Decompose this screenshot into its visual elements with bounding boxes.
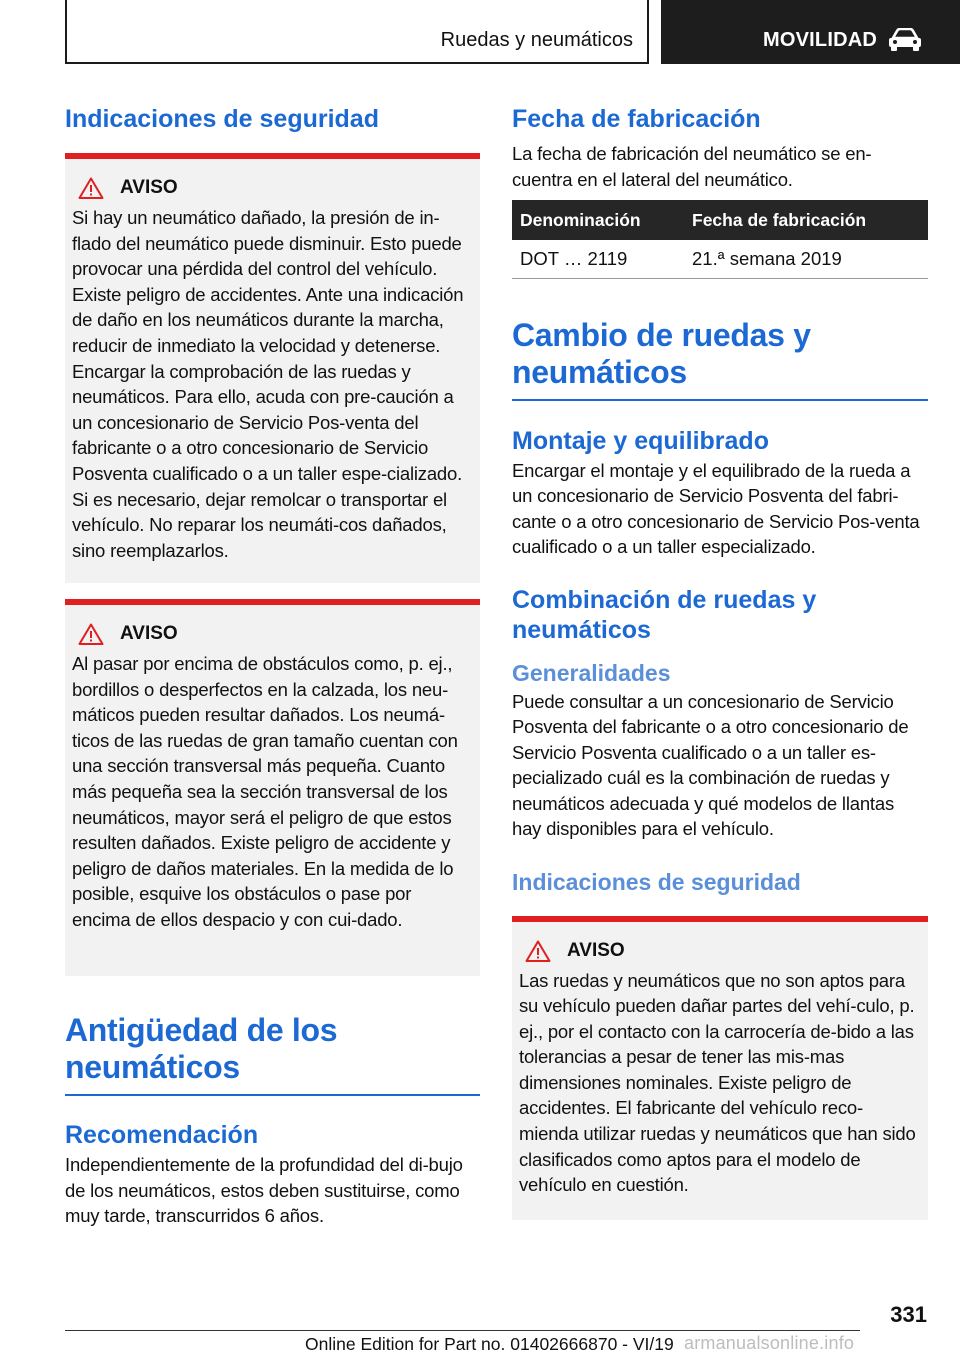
table-cell: 21.ª semana 2019 <box>684 240 928 278</box>
header-chapter-title: MOVILIDAD <box>763 29 878 51</box>
paragraph-generalidades: Puede consultar a un concesionario de Servicio Posventa del fabricante o a otro concesionario de Servicio Posventa cualificado o a un taller es-pecializado cuál es la combinación de ruedas y neumáticos adecuada y qué modelos de llantas hay disponibles para el vehículo. <box>512 690 909 839</box>
warning-text-1: Si hay un neumático dañado, la presión de in-flado del neumático puede disminuir. Esto puede provocar una pérdida del control del vehículo. Existe peligro de accidentes. Ante una indicación de daño en los neumáticos durante la marcha, reducir de inmediato la velocidad y detenerse. Encargar la comprobación de las ruedas y neumáticos. Para ello, acuda con pre-caución a un concesionario de Servicio Pos-venta del fabricante o a otro concesionario de Servicio Posventa cualificado o a un taller espe-cializado. Si es necesario, dejar remolcar o transportar el vehículo. No reparar los neumáti-cos dañados, sino reemplazarlos. <box>72 207 464 561</box>
table-cell: DOT … 2119 <box>512 240 684 278</box>
car-icon <box>887 28 923 52</box>
footer-edition: Online Edition for Part no. 01402666870 - VI/19 <box>305 1334 674 1354</box>
heading-antiguedad: Antigüedad de los neumáticos <box>65 1012 338 1085</box>
heading-recomendacion: Recomendación <box>65 1121 259 1149</box>
warning-title-3 <box>519 940 921 962</box>
table-header-row <box>512 200 928 240</box>
paragraph-recomendacion: Independientemente de la profundidad del di-bujo de los neumáticos, estos deben sustituirse, como muy tarde, transcurridos 6 años. <box>65 1154 463 1226</box>
footer-watermark: armanualsonline.info <box>684 1333 855 1353</box>
warning-box-2 <box>65 599 480 976</box>
warning-triangle-icon <box>78 623 104 645</box>
table-header-cell: Denominación <box>512 200 684 240</box>
heading-indicaciones: Indicaciones de seguridad <box>65 105 379 133</box>
heading-fecha: Fecha de fabricación <box>512 105 761 133</box>
paragraph-fecha: La fecha de fabricación del neumático se en-cuentra en el lateral del neumático. <box>512 143 872 190</box>
right-column <box>512 100 928 1220</box>
page-number: 331 <box>890 1302 927 1327</box>
warning-text-2: Al pasar por encima de obstáculos como, p. ej., bordillos o desperfectos en la calzada, los neu-máticos pueden resultar dañados. Los neumá-ticos de las ruedas de gran tamaño cuentan con una sección transversal más pequeña. Cuanto más pequeña sea la sección transversal de los neumáticos, mayor será el peligro de que estos resulten dañados. Existe peligro de accidente y peligro de daños materiales. En la medida de lo posible, esquive los obstáculos o pase por encima de ellos despacio y con cui-dado. <box>72 653 458 930</box>
warning-text-3: Las ruedas y neumáticos que no son aptos para su vehículo pueden dañar partes del vehí-culo, p. ej., por el contacto con la carrocería de-bido a las tolerancias a pesar de tener las mis-mas dimensiones nominales. Existe peligro de accidentes. El fabricante del vehículo reco-mienda utilizar ruedas y neumáticos que han sido clasificados como aptos para el modelo de vehículo en cuestión. <box>519 969 916 1196</box>
heading-montaje: Montaje y equilibrado <box>512 426 769 455</box>
footer-rule <box>65 1330 860 1331</box>
heading-cambio: Cambio de ruedas y neumáticos <box>512 316 811 390</box>
header-chapter-box <box>661 0 960 64</box>
table-header-cell: Fecha de fabricación <box>684 200 928 240</box>
warning-title-1 <box>72 177 473 199</box>
left-column <box>65 100 480 1229</box>
subheading-generalidades: Generalidades <box>512 659 671 686</box>
warning-box-3 <box>512 916 928 1220</box>
header-section-title: Ruedas y neumáticos <box>440 29 633 51</box>
warning-label-1: AVISO <box>120 177 178 198</box>
header-section-box <box>65 0 649 64</box>
warning-box-1 <box>65 153 480 583</box>
warning-title-2 <box>72 623 473 645</box>
heading-rule <box>512 399 928 401</box>
paragraph-montaje: Encargar el montaje y el equilibrado de la rueda a un concesionario de Servicio Posventa del fabri-cante o a otro concesionario de Servicio Pos-venta cualificado o a un taller especializado. <box>512 459 920 557</box>
subheading-indicaciones: Indicaciones de seguridad <box>512 868 801 895</box>
table-row <box>512 240 928 278</box>
warning-triangle-icon <box>525 940 551 962</box>
date-table <box>512 200 928 279</box>
heading-combinacion: Combinación de ruedas y neumáticos <box>512 585 817 644</box>
warning-triangle-icon <box>78 177 104 199</box>
warning-label-2: AVISO <box>120 623 178 644</box>
warning-label-3: AVISO <box>567 939 625 961</box>
heading-rule <box>65 1094 480 1096</box>
